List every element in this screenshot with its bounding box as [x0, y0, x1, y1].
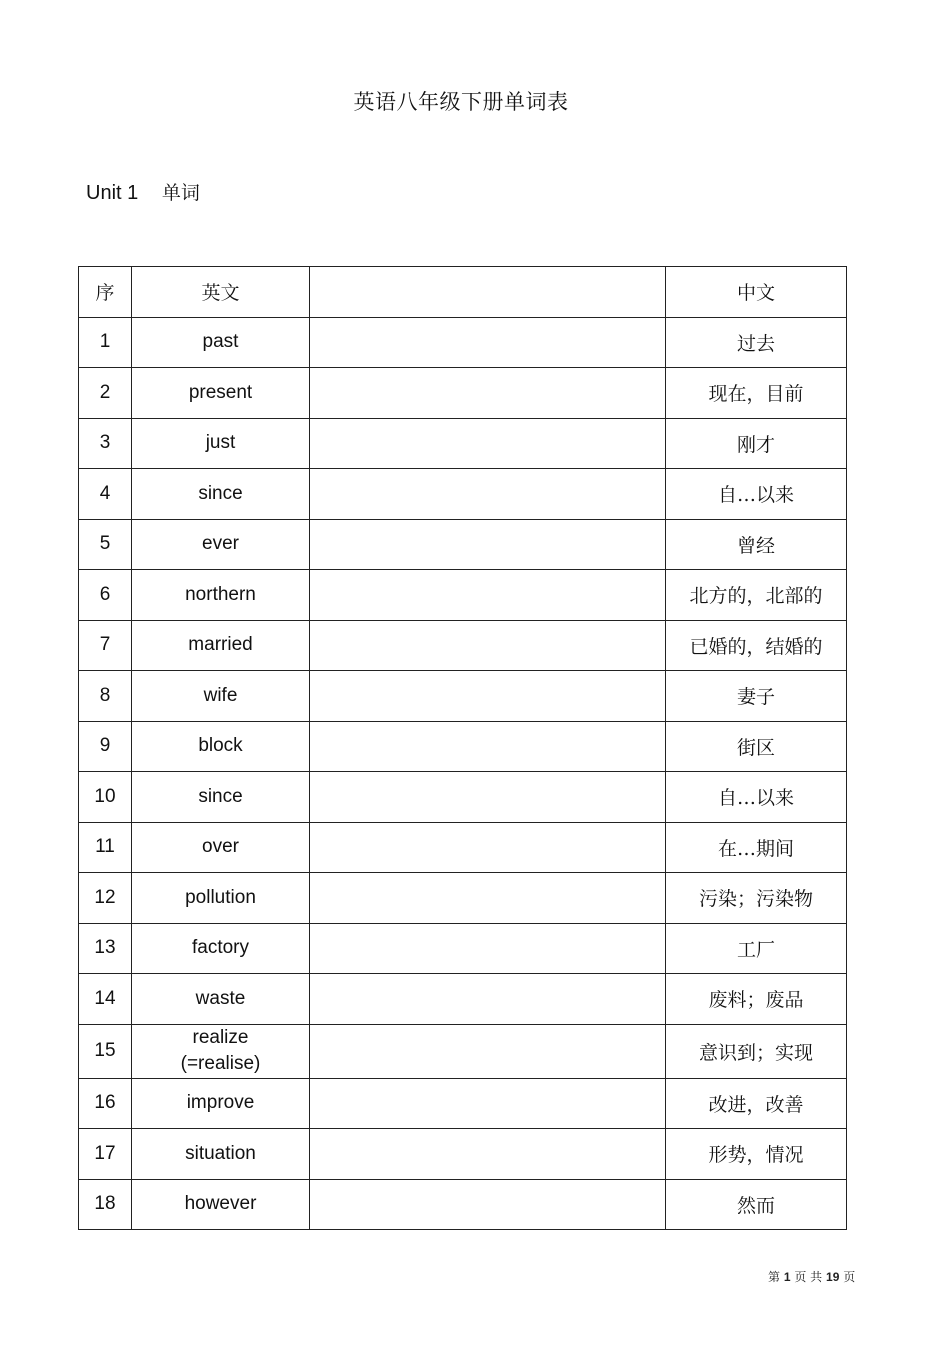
table-row	[79, 469, 847, 520]
chinese-meaning: 意识到；实现	[666, 1024, 847, 1078]
row-number: 18	[79, 1179, 132, 1230]
chinese-meaning: 形势，情况	[666, 1129, 847, 1180]
table-row	[79, 519, 847, 570]
blank-cell	[310, 923, 666, 974]
unit-subtitle: 单词	[161, 182, 200, 204]
footer-total-pages: 19	[826, 1270, 840, 1284]
row-number: 3	[79, 418, 132, 469]
english-word: since	[132, 772, 310, 823]
table-row	[79, 1129, 847, 1180]
row-number: 2	[79, 368, 132, 419]
page-footer	[768, 1268, 855, 1285]
english-word: just	[132, 418, 310, 469]
row-number: 4	[79, 469, 132, 520]
row-number: 6	[79, 570, 132, 621]
chinese-meaning: 曾经	[666, 519, 847, 570]
english-word: wife	[132, 671, 310, 722]
row-number: 9	[79, 721, 132, 772]
footer-prefix: 第	[768, 1270, 781, 1284]
vocabulary-table	[78, 266, 847, 1230]
table-body	[79, 317, 847, 1230]
table-row	[79, 873, 847, 924]
chinese-meaning: 工厂	[666, 923, 847, 974]
english-word: married	[132, 620, 310, 671]
row-number: 14	[79, 974, 132, 1025]
table-row	[79, 1078, 847, 1129]
unit-heading	[86, 178, 200, 205]
chinese-meaning: 街区	[666, 721, 847, 772]
english-word: ever	[132, 519, 310, 570]
header-chinese: 中文	[666, 267, 847, 318]
blank-cell	[310, 721, 666, 772]
row-number: 15	[79, 1024, 132, 1078]
row-number: 1	[79, 317, 132, 368]
english-word: past	[132, 317, 310, 368]
table-row	[79, 822, 847, 873]
table-row	[79, 1179, 847, 1230]
chinese-meaning: 改进，改善	[666, 1078, 847, 1129]
row-number: 16	[79, 1078, 132, 1129]
table-row	[79, 368, 847, 419]
english-word: however	[132, 1179, 310, 1230]
unit-label: Unit 1	[86, 182, 139, 204]
chinese-meaning: 已婚的，结婚的	[666, 620, 847, 671]
english-word: improve	[132, 1078, 310, 1129]
blank-cell	[310, 822, 666, 873]
chinese-meaning: 废料；废品	[666, 974, 847, 1025]
blank-cell	[310, 418, 666, 469]
row-number: 8	[79, 671, 132, 722]
chinese-meaning: 刚才	[666, 418, 847, 469]
chinese-meaning: 现在，目前	[666, 368, 847, 419]
blank-cell	[310, 772, 666, 823]
footer-page-number: 1	[783, 1270, 791, 1284]
english-word: since	[132, 469, 310, 520]
blank-cell	[310, 1078, 666, 1129]
blank-cell	[310, 368, 666, 419]
table-row	[79, 570, 847, 621]
english-word	[132, 1024, 310, 1078]
blank-cell	[310, 570, 666, 621]
english-word: over	[132, 822, 310, 873]
chinese-meaning: 妻子	[666, 671, 847, 722]
table-row	[79, 671, 847, 722]
chinese-meaning: 污染；污染物	[666, 873, 847, 924]
table-row	[79, 1024, 847, 1078]
chinese-meaning: 北方的，北部的	[666, 570, 847, 621]
blank-cell	[310, 1129, 666, 1180]
blank-cell	[310, 1179, 666, 1230]
blank-cell	[310, 317, 666, 368]
english-word-line: realize	[192, 1027, 249, 1048]
row-number: 11	[79, 822, 132, 873]
table-row	[79, 620, 847, 671]
row-number: 13	[79, 923, 132, 974]
table-row	[79, 317, 847, 368]
blank-cell	[310, 1024, 666, 1078]
blank-cell	[310, 519, 666, 570]
chinese-meaning: 自…以来	[666, 469, 847, 520]
blank-cell	[310, 469, 666, 520]
english-word: factory	[132, 923, 310, 974]
table-row	[79, 772, 847, 823]
footer-suffix: 页	[843, 1270, 856, 1284]
row-number: 12	[79, 873, 132, 924]
english-word: pollution	[132, 873, 310, 924]
table-row	[79, 974, 847, 1025]
blank-cell	[310, 620, 666, 671]
footer-middle: 页 共	[794, 1270, 823, 1284]
table-row	[79, 721, 847, 772]
row-number: 17	[79, 1129, 132, 1180]
document-title: 英语八年级下册单词表	[353, 90, 569, 114]
english-word: northern	[132, 570, 310, 621]
header-english: 英文	[132, 267, 310, 318]
row-number: 10	[79, 772, 132, 823]
english-word: present	[132, 368, 310, 419]
row-number: 5	[79, 519, 132, 570]
chinese-meaning: 然而	[666, 1179, 847, 1230]
english-word: situation	[132, 1129, 310, 1180]
chinese-meaning: 过去	[666, 317, 847, 368]
table-row	[79, 923, 847, 974]
chinese-meaning: 自…以来	[666, 772, 847, 823]
english-word-variant: (=realise)	[180, 1053, 261, 1074]
blank-cell	[310, 974, 666, 1025]
blank-cell	[310, 671, 666, 722]
table-header-row	[79, 267, 847, 318]
table-row	[79, 418, 847, 469]
english-word: waste	[132, 974, 310, 1025]
chinese-meaning: 在…期间	[666, 822, 847, 873]
header-blank	[310, 267, 666, 318]
blank-cell	[310, 873, 666, 924]
english-word: block	[132, 721, 310, 772]
row-number: 7	[79, 620, 132, 671]
header-number: 序	[79, 267, 132, 318]
